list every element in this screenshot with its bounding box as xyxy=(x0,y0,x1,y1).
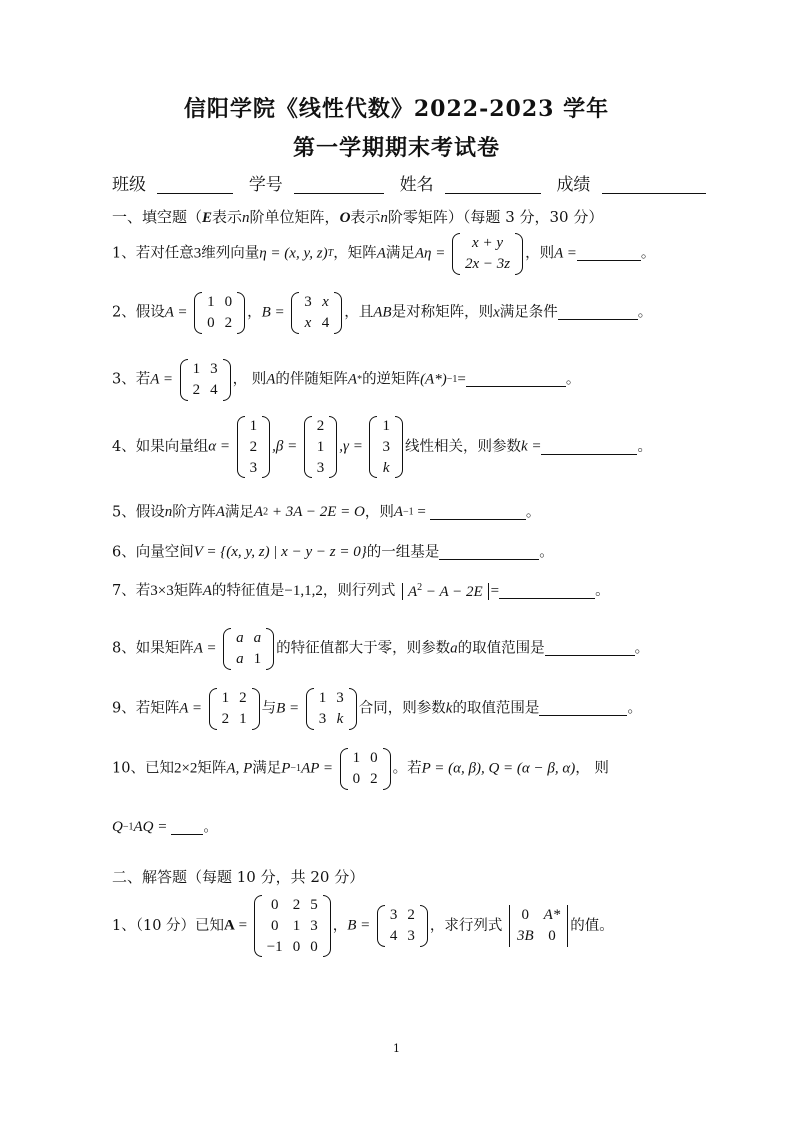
section-1-heading: 一、填空题（E表示n阶单位矩阵，O表示n阶零矩阵）（每题 3 分，30 分） xyxy=(112,208,604,226)
question-10: 10、已知2×2矩阵A, P满足P−1AP = 1 0 0 2 。若P = (α, β), Q = (α − β, α)， 则 xyxy=(112,748,609,790)
score-blank[interactable] xyxy=(602,175,706,194)
question-1: 1、若对任意3维列向量η = (x, y, z)T，矩阵A满足Aη = x + y 2x − 3z ，则A = 。 xyxy=(112,233,655,275)
q1-answer-blank[interactable] xyxy=(577,246,641,261)
q1-vector: x + y 2x − 3z xyxy=(452,233,523,275)
question-3: 3、若A = 1 3 2 4 ， 则A的伴随矩阵A*的逆矩阵(A*)−1= 。 xyxy=(112,359,580,401)
class-blank[interactable] xyxy=(157,175,233,194)
question-4: 4、如果向量组α = 1 2 3 ,β = 2 1 3 ,γ = 1 3 k 线性相关，则参数k = 。 xyxy=(112,416,652,478)
section-2-heading: 二、解答题（每题 10 分，共 20 分） xyxy=(112,868,365,886)
question-8: 8、如果矩阵A = a a a 1 的特征值都大于零，则参数a的取值范围是 。 xyxy=(112,628,649,670)
q7-determinant: $A^2 - A - 2E$ xyxy=(402,583,489,600)
student-id-blank[interactable] xyxy=(294,175,384,194)
q10-answer-blank[interactable] xyxy=(171,820,203,835)
question-7: 7、若3×3矩阵A的特征值是−1,1,2，则行列式 $A^2 - A - 2E$ = 。 xyxy=(112,582,610,600)
question-2: 2、假设A = 1 0 0 2 ，B = 3 x x 4 ，且AB是对称矩阵，则x满足条件 。 xyxy=(112,292,652,334)
q4-answer-blank[interactable] xyxy=(541,440,637,455)
q7-answer-blank[interactable] xyxy=(499,584,595,599)
q5-answer-blank[interactable] xyxy=(430,505,526,520)
q3-answer-blank[interactable] xyxy=(466,372,566,387)
q2-answer-blank[interactable] xyxy=(558,305,638,320)
q9-answer-blank[interactable] xyxy=(539,701,627,716)
exam-title-line1: 信阳学院《线性代数》2022-2023 学年 xyxy=(183,96,610,122)
q8-answer-blank[interactable] xyxy=(545,641,635,656)
q6-answer-blank[interactable] xyxy=(439,545,539,560)
question-5: 5、假设n阶方阵A满足A2 + 3A − 2E = O，则A−1 = 。 xyxy=(112,504,541,521)
question-9: 9、若矩阵A = 1 2 2 1 与B = 1 3 3 k 合同，则参数k的取值范围是 。 xyxy=(112,688,642,730)
question-6: 6、向量空间V = {(x, y, z) | x − y − z = 0}的一组基是 。 xyxy=(112,544,554,561)
score-label: 成绩 xyxy=(556,175,591,195)
name-label: 姓名 xyxy=(399,175,434,195)
page-number: 1 xyxy=(393,1042,400,1055)
name-blank[interactable] xyxy=(445,175,541,194)
student-id-label: 学号 xyxy=(248,175,283,195)
s2q1-determinant: 0 A* 3B 0 xyxy=(509,905,568,947)
class-label: 班级 xyxy=(112,175,146,195)
exam-title-line2: 第一学期期末考试卷 xyxy=(292,135,500,161)
question-10-line2: Q−1AQ = 。 xyxy=(112,819,218,836)
section-2-question-1: 1、（10 分）已知A = 0 2 5 0 1 3 −1 0 0 ，B = 3 2 4 3 ，求行列式 0 A* 3B 0 的值。 xyxy=(112,895,614,957)
student-info-row xyxy=(112,170,706,195)
